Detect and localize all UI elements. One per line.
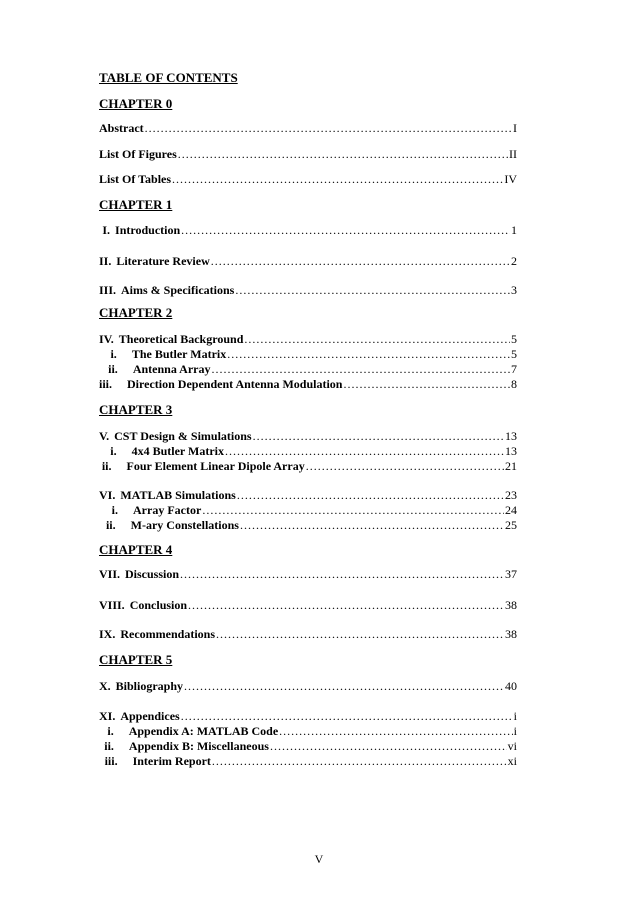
toc-entry-label: Theoretical Background <box>118 332 244 346</box>
dot-leader <box>211 253 510 269</box>
toc-subentry[interactable] <box>99 346 517 362</box>
dot-leader <box>216 626 504 642</box>
dot-leader <box>212 753 507 769</box>
toc-entry[interactable] <box>99 331 517 347</box>
toc-entry-page: 13 <box>505 429 517 443</box>
toc-entry-number: XI. <box>99 709 116 723</box>
toc-entry-page: 2 <box>511 254 517 268</box>
toc-entry-number: II. <box>99 254 112 268</box>
toc-entry-label: Four Element Linear Dipole Array <box>126 459 305 473</box>
toc-entry-page: i <box>513 709 517 723</box>
toc-entry-number: X. <box>99 679 111 693</box>
dot-leader <box>227 346 510 362</box>
toc-entry-label: Appendices <box>120 709 180 723</box>
toc-entry-page: vi <box>507 739 517 753</box>
toc-entry-label: Bibliography <box>115 679 184 693</box>
toc-entry[interactable] <box>99 282 517 298</box>
chapter-heading: CHAPTER 0 <box>99 96 173 111</box>
toc-entry-label: MATLAB Simulations <box>120 488 236 502</box>
dot-leader <box>211 361 510 377</box>
toc-entry-page: 5 <box>511 332 517 346</box>
toc-entry-page: 1 <box>511 223 517 237</box>
toc-entry-number: IX. <box>99 627 116 641</box>
toc-entry-label: Interim Report <box>132 754 211 768</box>
toc-entry-label: Literature Review <box>116 254 210 268</box>
dot-leader <box>237 487 504 503</box>
dot-leader <box>178 146 508 162</box>
toc-entry-page: 38 <box>505 627 517 641</box>
toc-entry-number: VIII. <box>99 598 125 612</box>
dot-leader <box>253 428 504 444</box>
toc-entry-page: 24 <box>505 503 517 517</box>
dot-leader <box>235 282 510 298</box>
toc-entry-number: i. <box>110 347 117 361</box>
toc-entry-number: iii. <box>99 377 113 391</box>
dot-leader <box>244 331 510 347</box>
dot-leader <box>202 502 504 518</box>
toc-subentry[interactable] <box>99 502 517 518</box>
chapter-heading: CHAPTER 4 <box>99 542 173 557</box>
toc-entry-label: The Butler Matrix <box>131 347 227 361</box>
toc-entry-label: List Of Figures <box>99 147 177 161</box>
toc-entry-page: 7 <box>511 362 517 376</box>
toc-entry-number: III. <box>99 283 117 297</box>
toc-entry[interactable] <box>99 566 517 582</box>
toc-subentry[interactable] <box>99 517 517 533</box>
toc-entry[interactable] <box>99 222 517 238</box>
toc-entry-page: 25 <box>505 518 517 532</box>
toc-entry-number: ii. <box>101 459 112 473</box>
dot-leader <box>240 517 504 533</box>
toc-entry-label: 4x4 Butler Matrix <box>131 444 225 458</box>
toc-entry-number: i. <box>110 444 117 458</box>
toc-entry[interactable] <box>99 146 517 162</box>
chapter-heading: CHAPTER 2 <box>99 305 173 320</box>
toc-entry[interactable] <box>99 253 517 269</box>
toc-entry-page: 23 <box>505 488 517 502</box>
toc-entry-page: i <box>513 724 517 738</box>
toc-entry-label: List Of Tables <box>99 172 172 186</box>
dot-leader <box>188 597 504 613</box>
toc-entry-label: Appendix B: Miscellaneous <box>128 739 269 753</box>
toc-entry-number: ii. <box>104 739 114 753</box>
dot-leader <box>181 708 513 724</box>
toc-subentry[interactable] <box>99 458 517 474</box>
toc-entry-page: 3 <box>511 283 517 297</box>
dot-leader <box>343 376 510 392</box>
toc-entry-label: CST Design & Simulations <box>114 429 252 443</box>
toc-entry-number: i. <box>107 724 114 738</box>
chapter-heading: CHAPTER 3 <box>99 402 173 417</box>
toc-entry[interactable] <box>99 171 517 187</box>
toc-entry-label: M-ary Constellations <box>130 518 239 532</box>
toc-entry-number: VII. <box>99 567 121 581</box>
toc-entry-number: ii. <box>108 362 118 376</box>
dot-leader <box>306 458 504 474</box>
toc-entry[interactable] <box>99 487 517 503</box>
dot-leader <box>172 171 503 187</box>
toc-entry[interactable] <box>99 428 517 444</box>
toc-entry-label: Direction Dependent Antenna Modulation <box>127 377 343 391</box>
toc-entry-page: 21 <box>505 459 517 473</box>
toc-entry-label: Antenna Array <box>132 362 211 376</box>
toc-entry[interactable] <box>99 678 517 694</box>
toc-subentry[interactable] <box>99 361 517 377</box>
toc-entry-label: Recommendations <box>120 627 216 641</box>
dot-leader <box>225 443 504 459</box>
dot-leader <box>180 566 504 582</box>
toc-entry-number: I. <box>102 223 111 237</box>
toc-entry-number: ii. <box>105 518 116 532</box>
toc-entry-label: Aims & Specifications <box>121 283 235 297</box>
toc-subentry[interactable] <box>99 443 517 459</box>
toc-entry-number: i. <box>111 503 119 517</box>
toc-entry-number: IV. <box>99 332 114 346</box>
toc-entry-page: II <box>509 147 517 161</box>
toc-subentry[interactable] <box>99 376 517 392</box>
toc-entry-label: Array Factor <box>133 503 202 517</box>
toc-entry-number: iii. <box>104 754 118 768</box>
toc-entry-label: Abstract <box>99 121 144 135</box>
toc-entry-page: xi <box>507 754 517 768</box>
toc-entry[interactable] <box>99 120 517 136</box>
toc-entry[interactable] <box>99 626 517 642</box>
toc-subentry[interactable] <box>99 738 517 754</box>
dot-leader <box>145 120 512 136</box>
toc-entry-label: Conclusion <box>129 598 188 612</box>
chapter-heading: CHAPTER 5 <box>99 652 173 667</box>
toc-entry-page: 8 <box>511 377 517 391</box>
dot-leader <box>279 723 512 739</box>
page-number: V <box>314 852 324 866</box>
toc-entry-number: VI. <box>99 488 116 502</box>
toc-entry-label: Discussion <box>125 567 180 581</box>
toc-entry-page: 40 <box>505 679 517 693</box>
toc-entry-page: 13 <box>505 444 517 458</box>
toc-entry-page: I <box>513 121 517 135</box>
toc-entry-page: 38 <box>505 598 517 612</box>
toc-entry-page: 37 <box>505 567 517 581</box>
toc-entry-label: Introduction <box>115 223 181 237</box>
toc-subentry[interactable] <box>99 753 517 769</box>
toc-entry-number: V. <box>99 429 110 443</box>
toc-entry-label: Appendix A: MATLAB Code <box>128 724 279 738</box>
dot-leader <box>184 678 504 694</box>
dot-leader <box>270 738 507 754</box>
dot-leader <box>181 222 510 238</box>
toc-entry[interactable] <box>99 597 517 613</box>
toc-entry-page: IV <box>504 172 517 186</box>
toc-subentry[interactable] <box>99 723 517 739</box>
chapter-heading: CHAPTER 1 <box>99 197 173 212</box>
toc-entry[interactable] <box>99 708 517 724</box>
page-title: TABLE OF CONTENTS <box>99 70 238 85</box>
toc-entry-page: 5 <box>511 347 517 361</box>
